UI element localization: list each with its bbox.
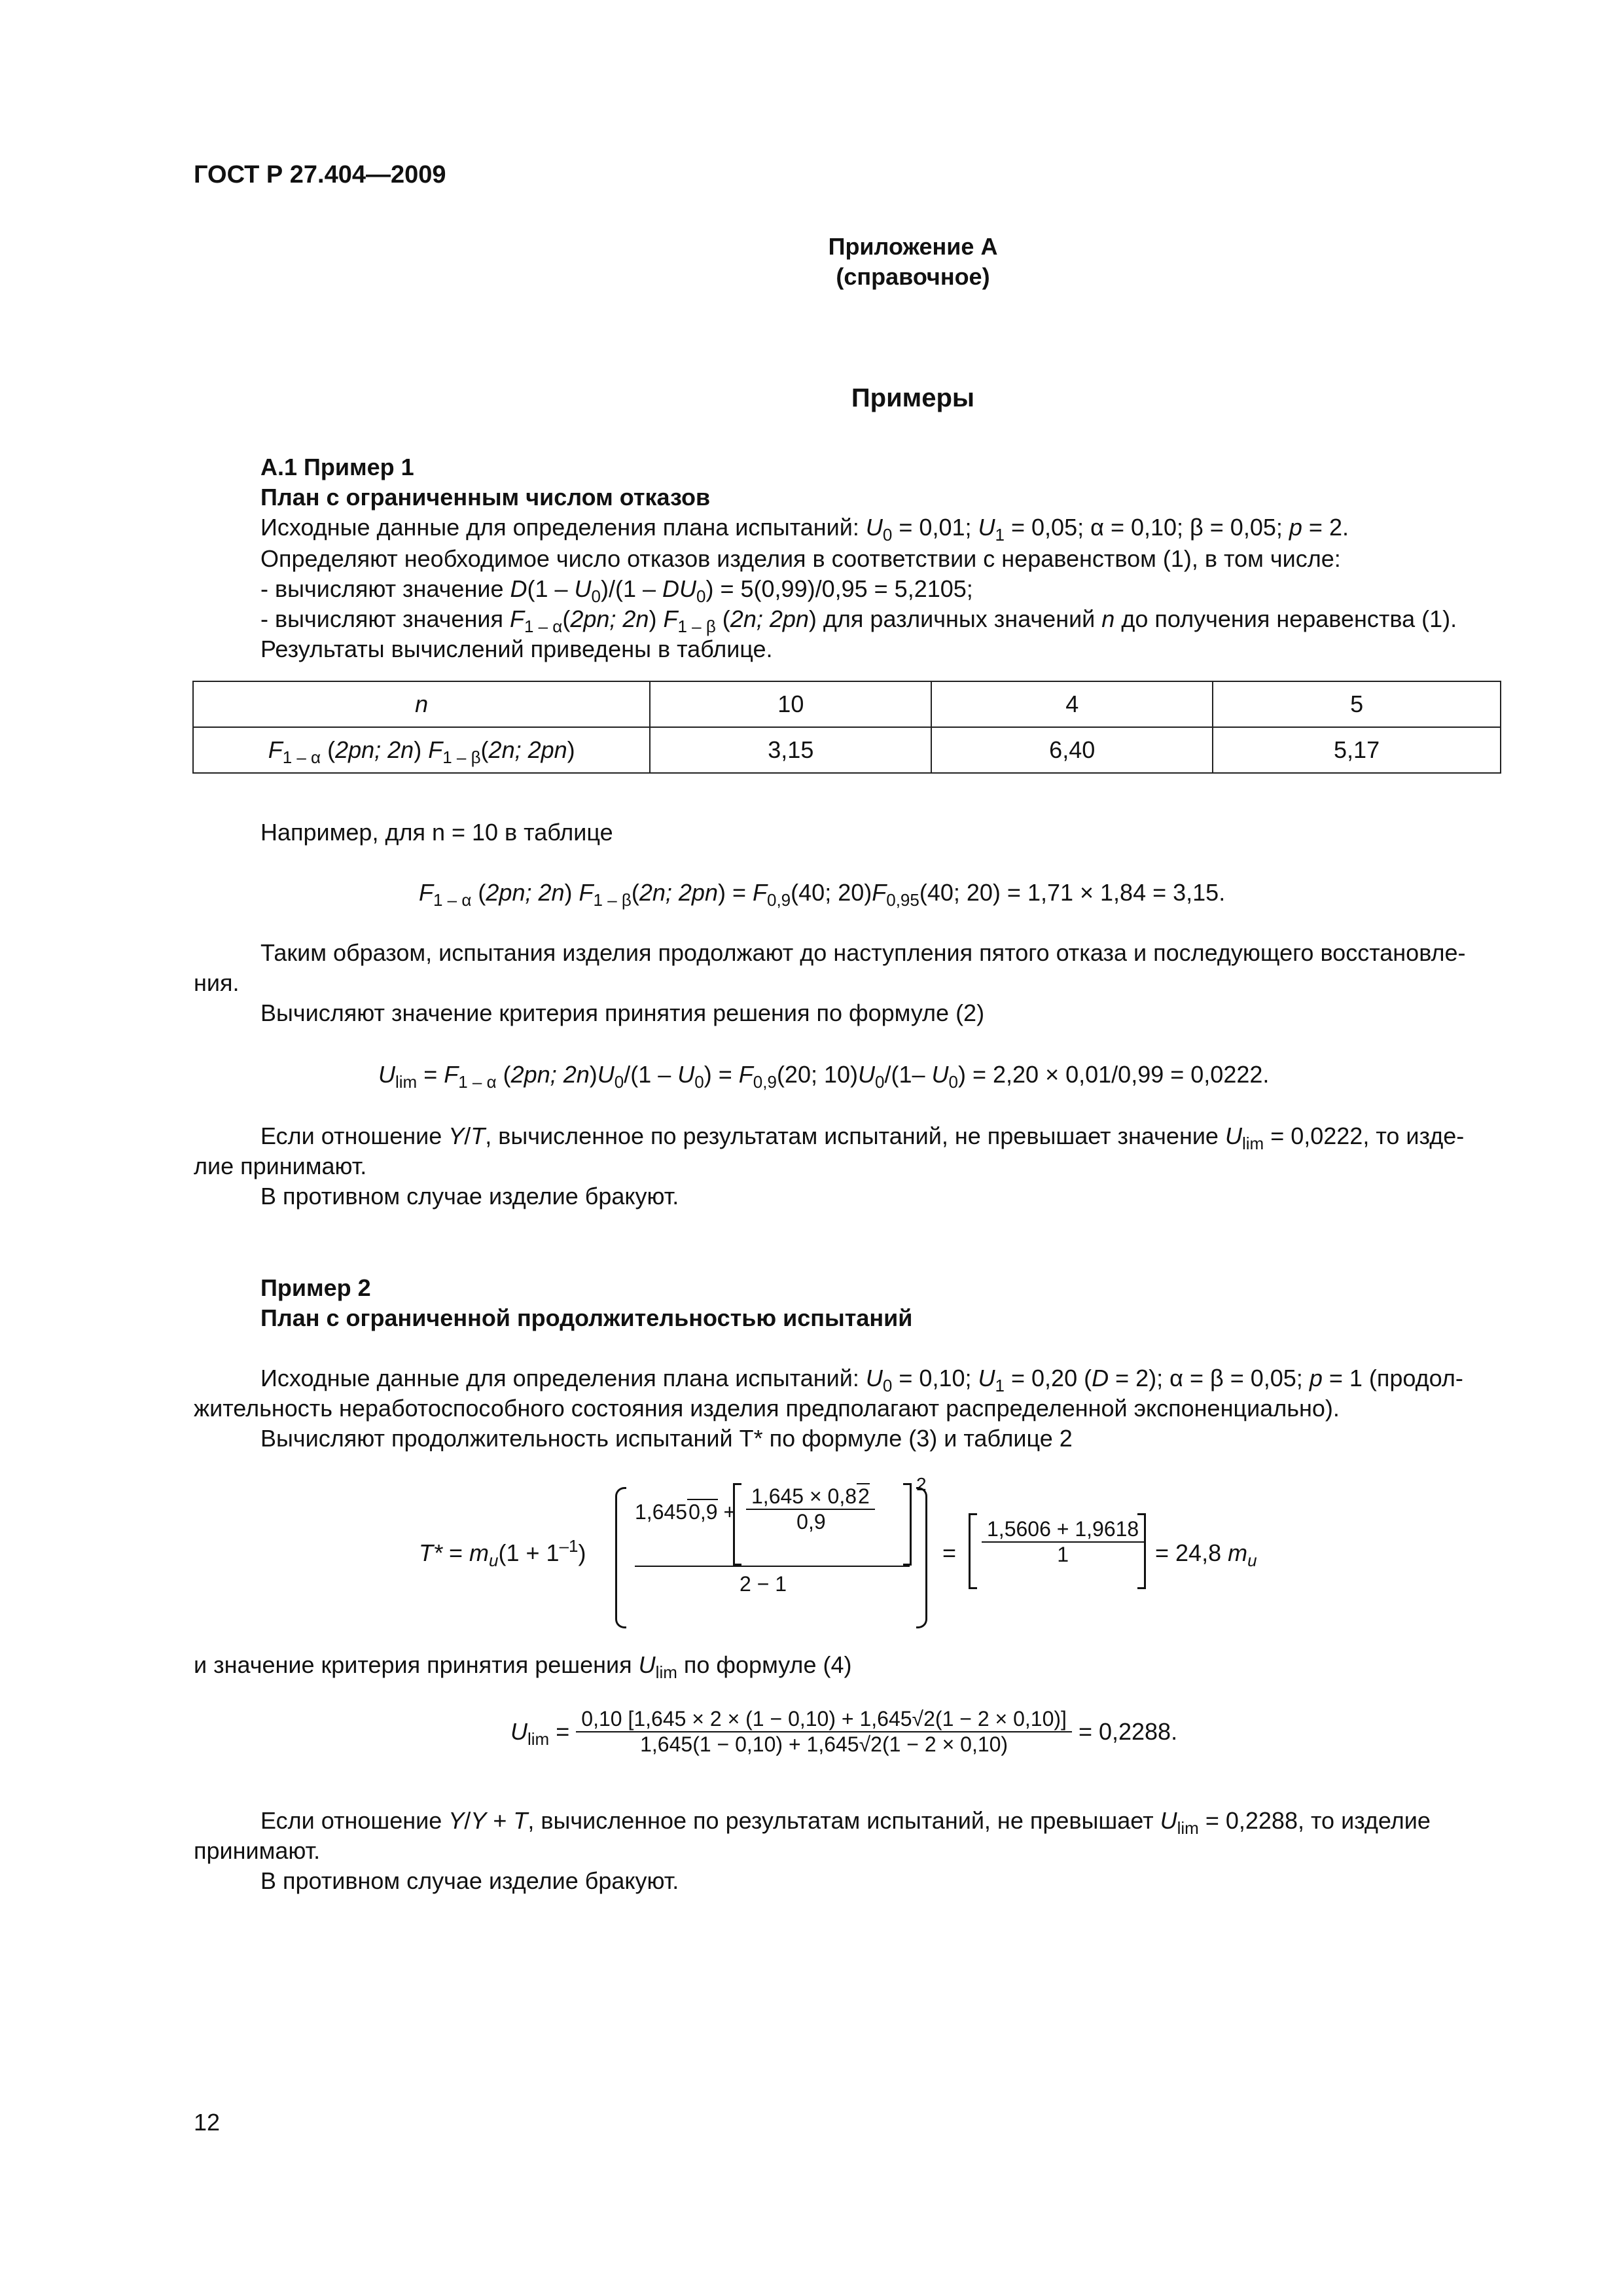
example1-para2: Вычисляют значение критерия принятия решения по формуле (2) bbox=[260, 999, 985, 1026]
example1-subtitle: План с ограниченным числом отказов bbox=[260, 484, 711, 511]
example1-example-line: Например, для n = 10 в таблице bbox=[260, 819, 613, 846]
example1-para1: Таким образом, испытания изделия продолжают до наступления пятого отказа и последующего восстановле- bbox=[260, 939, 1466, 966]
example1-para3-cont: лие принимают. bbox=[194, 1153, 367, 1179]
appendix-title: Приложение А bbox=[828, 233, 998, 260]
formula-1: $F_{1 - \alpha}$ (2pn; 2n) $F_{1 - \beta}(2n$; $2pn) = F_{0,9}(40$; $20)F_{0,95}(40$; 20) = 1,71 × 1,84 = 3,15. bbox=[419, 879, 1226, 910]
example1-line5: Результаты вычислений приведены в таблице. bbox=[260, 636, 773, 662]
example1-para4: В противном случае изделие бракуют. bbox=[260, 1183, 679, 1210]
example2-para1: Если отношение Y/Y + T, вычисленное по результатам испытаний, не превышает $U_{lim} = 0,2288$, то изделие bbox=[260, 1807, 1431, 1838]
formula-4: $U_{lim}$ = $\frac{0,10 [1,645 \times 2 \times (1 - 0,10) + 1,645√2(1 - 2 \times 0,10)]}{1,645(1 - 0,10) + 1,645√2(1 - 2 \times 0,10)}$ = 0,2288. bbox=[510, 1707, 1178, 1756]
example2-line2: жительность неработоспособного состояния изделия предполагают распределенной экспоненциально). bbox=[194, 1395, 1340, 1422]
example1-input-line: Исходные данные для определения плана испытаний: $U_0 = 0,01$; $U_1 = 0,05$; α = 0,10; β = 0,05; p = 2. bbox=[260, 514, 1349, 545]
example1-line4: - вычисляют значения $F_{1 - \alpha}(2pn$; 2n) $F_{1 - \beta}$ (2n; 2pn) для различных значений n до получения неравенства (1). bbox=[260, 605, 1457, 636]
table-cell: 6,40 bbox=[931, 727, 1213, 773]
example2-para1-cont: принимают. bbox=[194, 1837, 321, 1864]
example1-para1-cont: ния. bbox=[194, 969, 240, 996]
example1-line2: Определяют необходимое число отказов изделия в соответствии с неравенством (1), в том числе: bbox=[260, 545, 1341, 572]
example1-title: А.1 Пример 1 bbox=[260, 454, 414, 480]
page-number: 12 bbox=[194, 2109, 221, 2136]
example1-line3: - вычисляют значение $D(1 - U_0)/(1 - DU_0) = 5(0,99)/0,95 = 5,2105$; bbox=[260, 575, 973, 606]
table-cell: 5 bbox=[1213, 681, 1501, 727]
table-row bbox=[193, 727, 1501, 773]
table-cell: 5,17 bbox=[1213, 727, 1501, 773]
example2-line4: и значение критерия принятия решения $U_{lim}$ по формуле (4) bbox=[194, 1651, 852, 1682]
example2-line3: Вычисляют продолжительность испытаний T* по формуле (3) и таблице 2 bbox=[260, 1425, 1073, 1452]
example1-para3: Если отношение Y/T, вычисленное по результатам испытаний, не превышает значение $U_{lim} = 0,0222$, то изде- bbox=[260, 1122, 1465, 1153]
table-cell: 3,15 bbox=[650, 727, 931, 773]
document-code: ГОСТ Р 27.404—2009 bbox=[194, 161, 446, 188]
formula-2: $U_{lim} = F_{1 - \alpha}$ (2pn; $2n)U_0/(1 - U_0) = F_{0,9}(20$; $10)U_0/(1-$ $U_0) = 2,20 \times 0,01/0,99 = 0,0222$. bbox=[378, 1061, 1270, 1092]
results-table bbox=[192, 681, 1501, 774]
table-header-n: n bbox=[193, 681, 650, 727]
formula-3: $T* = m_u(1 + 1^{-1})$ 1,6450,9 + $\frac{1,645 \times 0,82}{0,9}$ 2 2 − 1 = $\frac{1,5606 + 1,9618}{1}$ = 24,8 $m_u$ bbox=[419, 1474, 1309, 1638]
example2-subtitle: План с ограниченной продолжительностью испытаний bbox=[260, 1304, 913, 1331]
appendix-subtitle: (справочное) bbox=[836, 263, 990, 290]
example2-input-line: Исходные данные для определения плана испытаний: $U_0 = 0,10$; $U_1 = 0,20$ (D = 2); α = β = 0,05; p = 1 (продол- bbox=[260, 1365, 1463, 1395]
table-row-label: $F_{1 - \alpha}$ (2pn; 2n) $F_{1 - \beta}(2n$; 2pn) bbox=[193, 727, 650, 773]
appendix-heading: Примеры bbox=[851, 384, 975, 412]
table-cell: 4 bbox=[931, 681, 1213, 727]
table-cell: 10 bbox=[650, 681, 931, 727]
example2-title: Пример 2 bbox=[260, 1274, 371, 1301]
example2-para2: В противном случае изделие бракуют. bbox=[260, 1867, 679, 1894]
table-row bbox=[193, 681, 1501, 727]
